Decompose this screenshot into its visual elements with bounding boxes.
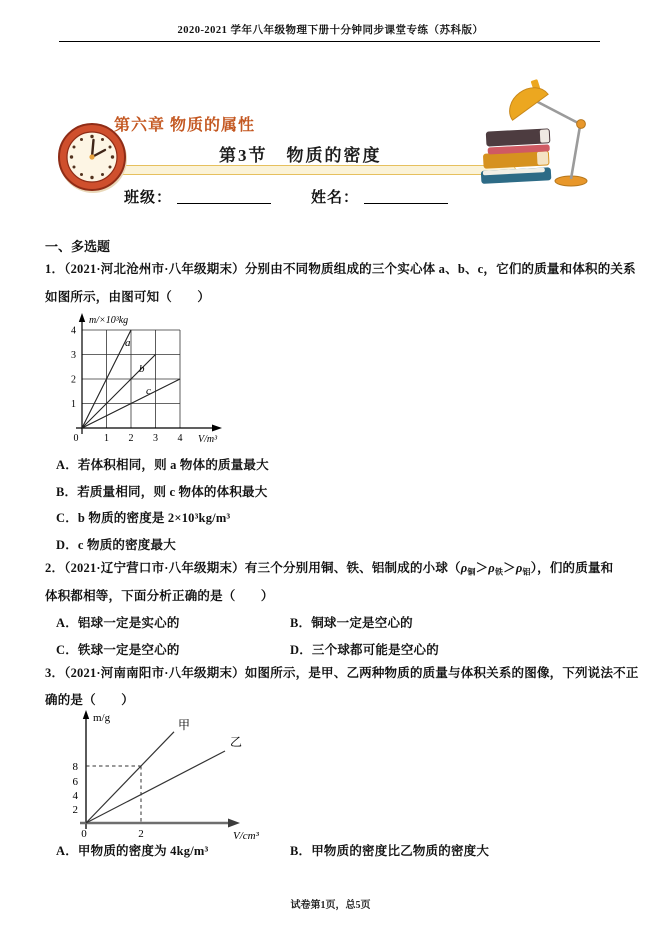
rho-symbol: ρ [515, 561, 523, 575]
q3-option-b: B．甲物质的密度比乙物质的密度大 [290, 844, 490, 858]
lamp-shade [502, 80, 548, 120]
chart1-xaxis-arrow [212, 425, 222, 432]
svg-text:6: 6 [72, 776, 78, 788]
svg-text:3: 3 [71, 350, 76, 361]
series-yi-label: 乙 [230, 735, 243, 749]
svg-text:2: 2 [138, 828, 144, 840]
q1-option-d: D．c 物质的密度最大 [56, 538, 176, 552]
q2-stem-line2: 体积都相等，下面分析正确的是（ ） [45, 589, 274, 603]
q1-stem-line1: 1．（2021·河北沧州市·八年级期末）分别由不同物质组成的三个实心体 a、b、c，它们的质量和体积的关系 [45, 262, 636, 276]
q2-option-a: A．铝球一定是实心的 [56, 616, 180, 630]
q1-option-b: B．若质量相同，则 c 物体的体积最大 [56, 485, 268, 499]
name-label: 姓名： [311, 190, 360, 206]
rho-symbol: ρ [488, 561, 495, 575]
chart1-axes [76, 320, 214, 434]
banner-ribbon [96, 165, 516, 175]
class-blank-field [177, 189, 271, 204]
q1-stem-line2: 如图所示，由图可知（ ） [45, 290, 211, 304]
books-and-lamp-illustration [468, 74, 608, 201]
svg-text:4: 4 [72, 790, 78, 802]
class-name-row [124, 186, 448, 207]
q3-stem-line2: 确的是（ ） [45, 693, 134, 707]
q2-stem-line1: 2．（2021·辽宁营口市·八年级期末）有三个分别用铜、铁、铝制成的小球$(\rho_铜>\rho_铁>\rho_铝)$，们的质量和 [45, 561, 614, 577]
q2-option-c: C．铁球一定是空心的 [56, 643, 180, 657]
question-type-heading: 一、多选题 [45, 239, 111, 254]
chart2-xlabel: V/cm³ [233, 830, 259, 842]
series-jia-label: 甲 [178, 718, 191, 732]
svg-text:8: 8 [72, 761, 78, 773]
svg-text:4: 4 [177, 433, 183, 444]
book-stack-icon [479, 128, 553, 184]
q3-stem-line1: 3．（2021·河南南阳市·八年级期末）如图所示，是甲、乙两种物质的质量与体积关系的图像，下列说法不正 [45, 666, 639, 680]
q2-option-d: D．三个球都可能是空心的 [290, 643, 439, 657]
svg-text:1: 1 [104, 433, 109, 444]
rho-symbol: ρ [460, 561, 468, 575]
svg-text:2: 2 [72, 804, 78, 816]
svg-text:4: 4 [71, 325, 76, 337]
svg-text:0: 0 [73, 433, 79, 444]
chart2-yaxis-arrow [83, 710, 89, 719]
series-c-label: c [146, 385, 151, 397]
chart1-ylabel: m/×10³kg [89, 315, 129, 326]
q1-option-a: A．若体积相同，则 a 物体的质量最大 [56, 458, 269, 472]
q1-option-c: C．b 物质的密度是 2×10³kg/m³ [56, 511, 231, 525]
chart1-yaxis-arrow [79, 313, 85, 322]
chapter-title: 第六章 物质的属性 [114, 117, 256, 134]
q3-mass-volume-chart [44, 703, 259, 843]
svg-text:3: 3 [153, 433, 158, 444]
chart1-xlabel: V/m³ [198, 434, 218, 445]
series-a-label: a [125, 337, 131, 349]
q3-option-a: A．甲物质的密度为 4kg/m³ [56, 844, 209, 858]
document-header-title: 2020-2021 学年八年级物理下册十分钟同步课堂专练（苏科版） [177, 25, 484, 36]
svg-text:2: 2 [71, 374, 76, 386]
class-label: 班级： [124, 190, 173, 206]
chart2-ylabel: m/g [93, 712, 111, 724]
svg-text:2: 2 [128, 433, 134, 444]
series-yi-line [86, 751, 225, 823]
page-footer: 试卷第1页，总5页 [290, 900, 371, 911]
q2-option-b: B．铜球一定是空心的 [290, 616, 413, 630]
series-b-label: b [139, 363, 145, 375]
svg-text:1: 1 [71, 399, 76, 410]
section-title: 第3节 物质的密度 [219, 146, 382, 165]
chart2-xaxis-arrow [228, 819, 240, 828]
header-divider [59, 41, 600, 42]
series-jia-line [86, 732, 174, 823]
svg-text:0: 0 [81, 828, 87, 840]
q1-mass-volume-chart [52, 310, 237, 452]
name-blank-field [364, 189, 448, 204]
